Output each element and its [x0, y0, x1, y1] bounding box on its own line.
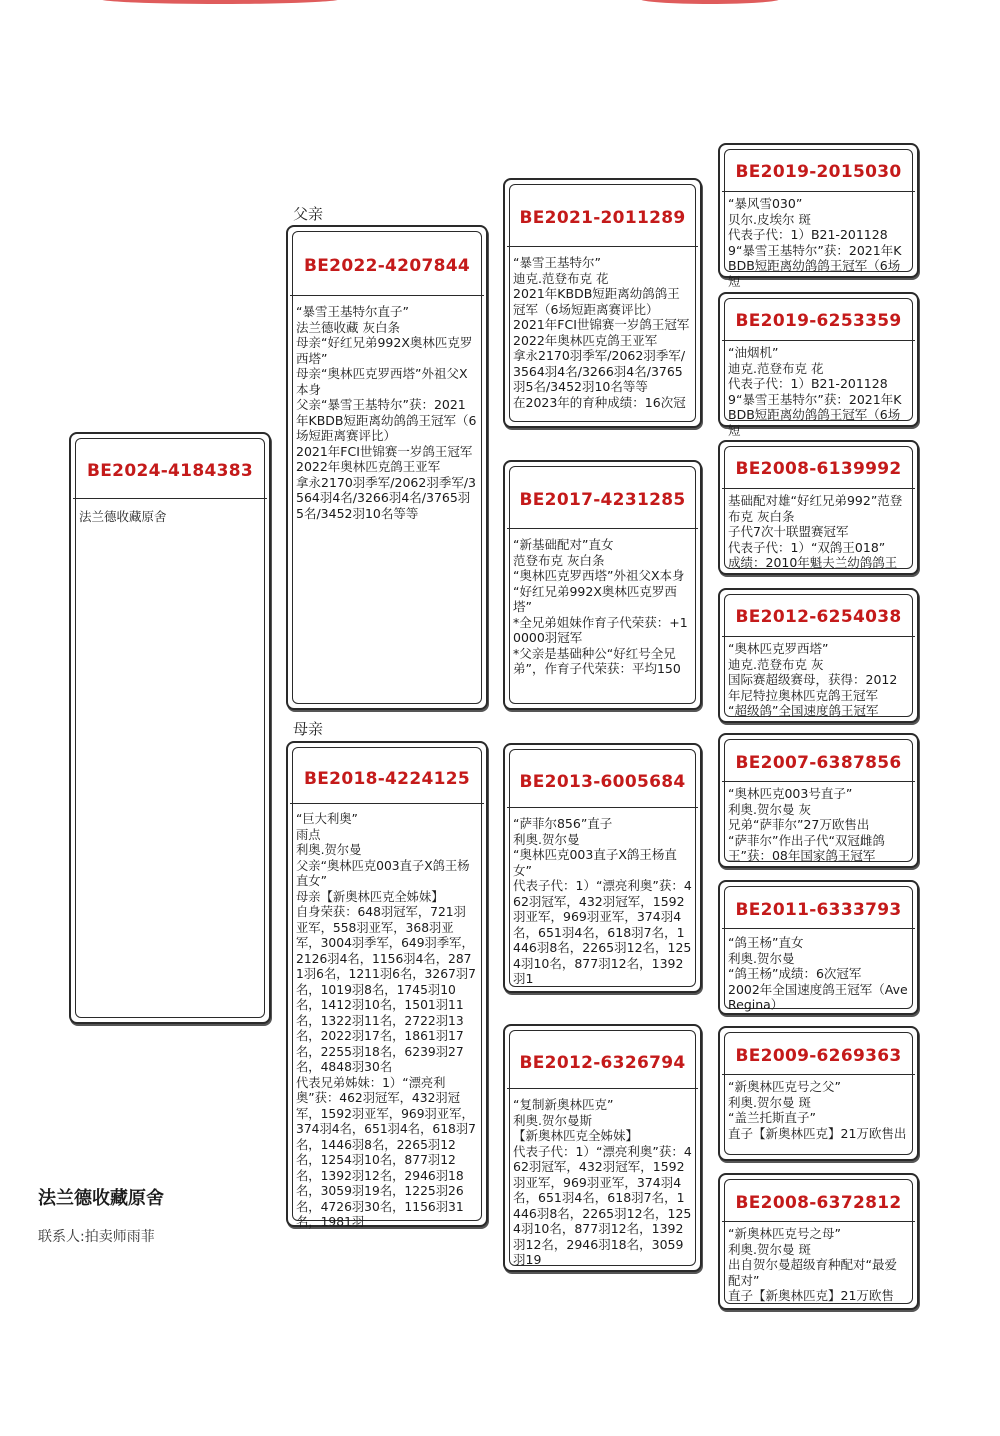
dam-sire-card [503, 743, 702, 993]
dam-sire-info: “萨菲尔856”直子 利奥.贺尔曼 “奥林匹克003直子X鸽王杨直女” 代表子代：1）“漂亮利奥”获：462羽冠军，432羽冠军，1592羽亚军，969羽亚军，374羽4名，651羽4名，618羽7名，1446羽8名，2265羽12名，1254羽10名，877羽12名，1392羽1 [513, 816, 692, 986]
great-grandparent-2-info: “油烟机” 迪克.范登布克 花 代表子代：1）B21-2011289“暴雪王基特尔”获：2021年KBDB短距离幼鸽鸽王冠军（6场短 [728, 345, 902, 438]
sire-card [286, 225, 488, 710]
great-grandparent-7-info: “新奥林匹克号之父” 利奥.贺尔曼 斑 “盖兰托斯直子” 直子【新奥林匹克】21万欧售出 [728, 1079, 907, 1141]
dam-ring-number: BE2018-4224125 [290, 743, 484, 804]
great-grandparent-1-ring-number: BE2019-2015030 [722, 145, 915, 192]
great-grandparent-4-ring-number: BE2012-6254038 [722, 590, 915, 637]
sire-sire-ring-number: BE2021-2011289 [507, 180, 698, 247]
great-grandparent-card-5 [718, 733, 919, 868]
great-grandparent-card-3 [718, 440, 919, 575]
great-grandparent-3-info: 基础配对雄“好红兄弟992”范登布克 灰白条 子代7次十联盟赛冠军 代表子代：1）“双鸽王018” 成绩：2010年魁夫兰幼鸽鸽王 [728, 493, 903, 570]
great-grandparent-card-8 [718, 1173, 919, 1310]
great-grandparent-1-info: “暴风雪030” 贝尔.皮埃尔 斑 代表子代：1）B21-2011289“暴雪王基特尔”获：2021年KBDB短距离幼鸽鸽王冠军（6场短 [728, 196, 902, 289]
great-grandparent-5-info: “奥林匹克003号直子” 利奥.贺尔曼 灰 兄弟“萨菲尔”27万欧售出 “萨菲尔”作出子代“双冠雌鸽王”获：08年国家鸽王冠军 [728, 786, 885, 863]
great-grandparent-card-2 [718, 292, 919, 438]
dam-sire-ring-number: BE2013-6005684 [507, 745, 698, 808]
dam-dam-card [503, 1024, 702, 1272]
sire-info: “暴雪王基特尔直子” 法兰德收藏 灰白条 母亲“好红兄弟992X奥林匹克罗西塔” 母亲“奥林匹克罗西塔”外祖父X本身 父亲“暴雪王基特尔”获：2021年KBDB短距离幼鸽鸽王冠军（6场短距离赛评比） 2021年FCI世锦赛一岁鸽王冠军 2022年奥林匹克鸽王亚军 拿永2170羽季军/2062羽季军/3564羽4名/3266羽4名/3765羽5名/3452羽10名等等 [296, 304, 477, 521]
sire-dam-info: “新基础配对”直女 范登布克 灰白条 “奥林匹克罗西塔”外祖父X本身 “好红兄弟992X奥林匹克罗西塔” *全兄弟姐妹作育子代荣获：+10000羽冠军 *父亲是基础种公“好红号全兄弟”，作育子代荣获：平均150 [513, 537, 688, 676]
great-grandparent-6-ring-number: BE2011-6333793 [722, 882, 915, 929]
subject-info: 法兰德收藏原舍 [79, 509, 167, 524]
great-grandparent-card-4 [718, 588, 919, 723]
sire-ring-number: BE2022-4207844 [290, 227, 484, 296]
contact-info: 联系人:拍卖师雨菲 [38, 1229, 155, 1245]
great-grandparent-card-1 [718, 143, 919, 289]
dam-dam-info: “复制新奥林匹克” 利奥.贺尔曼斯 【新奥林匹克全姊妹】 代表子代：1）“漂亮利奥”获：462羽冠军，432羽冠军，1592羽亚军，969羽亚军，374羽4名，651羽4名，618羽7名，1446羽8名，2265羽12名，1254羽10名，877羽12名，1392羽12名，2946羽18名，3059羽19 [513, 1097, 692, 1267]
father-label: 父亲 [293, 205, 324, 223]
sire-sire-card [503, 178, 702, 428]
great-grandparent-card-7 [718, 1026, 919, 1161]
great-grandparent-4-info: “奥林匹克罗西塔” 迪克.范登布克 灰 国际赛超级赛母，获得：2012年尼特拉奥林匹克鸽王冠军 “超级鸽”全国速度鸽王冠军 [728, 641, 898, 718]
loft-name: 法兰德收藏原舍 [38, 1188, 164, 1209]
sire-dam-ring-number: BE2017-4231285 [507, 462, 698, 529]
subject-card [69, 432, 271, 1024]
dam-dam-ring-number: BE2012-6326794 [507, 1026, 698, 1089]
top-decoration [640, 0, 780, 4]
great-grandparent-8-ring-number: BE2008-6372812 [722, 1175, 915, 1222]
sire-dam-card [503, 460, 702, 710]
great-grandparent-3-ring-number: BE2008-6139992 [722, 442, 915, 489]
great-grandparent-8-info: “新奥林匹克号之母” 利奥.贺尔曼 斑 出自贺尔曼超级育种配对“最爱配对” 直子【新奥林匹克】21万欧售 [728, 1226, 897, 1303]
subject-ring-number: BE2024-4184383 [73, 434, 267, 499]
mother-label: 母亲 [293, 720, 324, 738]
dam-info: “巨大利奥” 雨点 利奥.贺尔曼 父亲“奥林匹克003直子X鸽王杨直女” 母亲【新奥林匹克全姊妹】 自身荣获：648羽冠军，721羽亚军，558羽亚军，368羽亚军，3004羽季军，649羽季军，2126羽4名，1156羽4名，2871羽6名，1211羽6名，3267羽7名，1019羽8名，1745羽10名，1412羽10名，1501羽11名，1322羽11名，2722羽13名，2022羽17名，1861羽17名，2255羽18名，6239羽27名，4848羽30名 代表兄弟姊妹：1）“漂亮利奥”获：462羽冠军，432羽冠军，1592羽亚军，969羽亚军，374羽4名，651羽4名，618羽7名，1446羽8名，2265羽12名，1254羽10名，877羽12名，1392羽12名，2946羽18名，3059羽19名，1225羽26名，4726羽30名，1156羽31名，1981羽 [296, 812, 476, 1229]
great-grandparent-5-ring-number: BE2007-6387856 [722, 735, 915, 782]
dam-card [286, 741, 488, 1227]
top-decoration [100, 0, 340, 4]
great-grandparent-card-6 [718, 880, 919, 1015]
great-grandparent-7-ring-number: BE2009-6269363 [722, 1028, 915, 1075]
sire-sire-info: “暴雪王基特尔” 迪克.范登布克 花 2021年KBDB短距离幼鸽鸽王冠军（6场短距离赛评比） 2021年FCI世锦赛一岁鸽王冠军 2022年奥林匹克鸽王亚军 拿永2170羽季军/2062羽季军/3564羽4名/3266羽4名/3765羽5名/3452羽10名等等 在2023年的育种成绩：16次冠 [513, 255, 690, 410]
great-grandparent-2-ring-number: BE2019-6253359 [722, 294, 915, 341]
great-grandparent-6-info: “鸽王杨”直女 利奥.贺尔曼 “鸽王杨”成绩：6次冠军 2002年全国速度鸽王冠军（Ave Regina） [728, 935, 908, 1012]
